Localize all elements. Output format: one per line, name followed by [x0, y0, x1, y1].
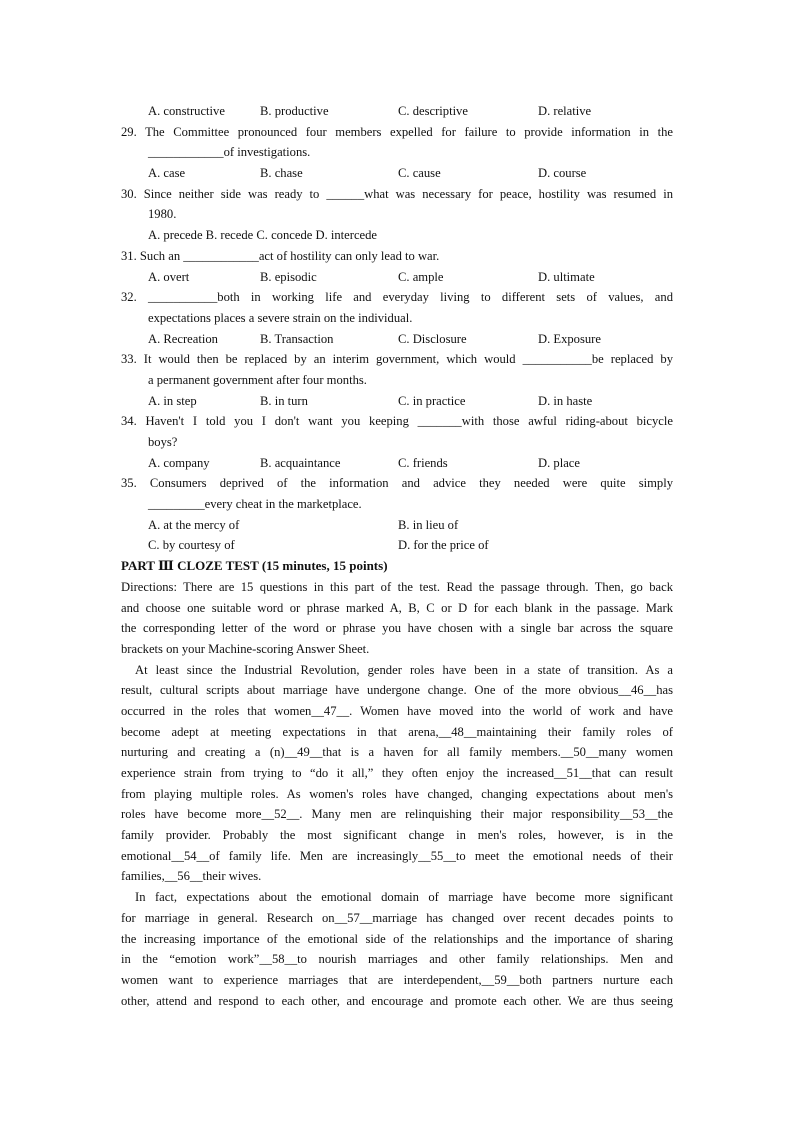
part3-heading: PART Ⅲ CLOZE TEST (15 minutes, 15 points) — [121, 558, 388, 574]
question-31-option-b: B. episodic — [260, 269, 317, 284]
passage-para2-line-6: other, attend and respond to each other, and encourage and promote each other. We are thus seeing — [121, 993, 673, 1008]
question-33-option-d: D. in haste — [538, 393, 593, 408]
question-31-option-d: D. ultimate — [538, 269, 595, 284]
question-30-options-row: A. precede B. recede C. concede D. intercede — [148, 228, 378, 243]
question-28-option-d: D. relative — [538, 104, 592, 118]
test-paper-page — [121, 101, 673, 1011]
question-35-options-row-1 — [121, 515, 673, 536]
question-35-line-1: 35. Consumers deprived of the information and advice they needed were quite simply — [121, 476, 673, 491]
question-32-option-b: B. Transaction — [260, 331, 334, 346]
question-28-option-b: B. productive — [260, 104, 329, 118]
question-34-options-row — [121, 453, 673, 474]
question-32-line-2: expectations places a severe strain on the individual. — [148, 310, 413, 325]
passage-para2-line-5: women want to experience marriages that are interdependent,__59__both partners nurture each — [121, 972, 673, 987]
question-33-line-1: 33. It would then be replaced by an interim government, which would ___________be replaced by — [121, 352, 673, 367]
passage-para2-line-3: the increasing importance of the emotional side of the relationships and the importance of sharing — [121, 931, 673, 946]
directions-line-1: Directions: There are 15 questions in this part of the test. Read the passage through. Then, go back — [121, 579, 673, 594]
question-34-option-a: A. company — [148, 455, 210, 470]
question-34-option-d: D. place — [538, 455, 580, 470]
question-35-option-d: D. for the price of — [398, 538, 489, 553]
question-33-line-2: a permanent government after four months. — [148, 372, 367, 387]
question-29-line-2: ____________of investigations. — [148, 145, 311, 160]
passage-para1-line-6: experience strain from trying to “do it all,” they often enjoy the increased__51__that can result — [121, 766, 673, 780]
question-32-options-row — [121, 329, 673, 350]
question-34-line-1: 34. Haven't I told you I don't want you keeping _______with those awful riding-about bicycle — [121, 414, 673, 429]
question-28-option-c: C. descriptive — [398, 104, 468, 118]
directions-line-2: and choose one suitable word or phrase marked A, B, C or D for each blank in the passage. Mark — [121, 600, 673, 615]
question-29-option-c: C. cause — [398, 166, 441, 181]
passage-para1-line-5: nurturing and creating a (n)__49__that is a haven for all family members.__50__many women — [121, 745, 673, 760]
question-33-option-a: A. in step — [148, 393, 197, 408]
question-35-line-2: _________every cheat in the marketplace. — [148, 497, 362, 512]
question-35-option-c: C. by courtesy of — [148, 538, 235, 553]
question-31-options-row — [121, 267, 673, 288]
passage-para1-line-8: roles have become more__52__. Many men are relinquishing their major responsibility__53__the — [121, 807, 673, 822]
passage-para2-line-4: in the “emotion work”__58__to nourish marriages and other family relationships. Men and — [121, 952, 673, 967]
directions-line-3: the corresponding letter of the word or phrase you have chosen with a single bar across the square — [121, 621, 673, 636]
question-28-options-row — [121, 101, 673, 122]
question-29-line-1: 29. The Committee pronounced four members expelled for failure to provide information in the — [121, 124, 673, 139]
question-34-option-c: C. friends — [398, 455, 448, 470]
question-32-option-a: A. Recreation — [148, 331, 218, 346]
question-32-option-c: C. Disclosure — [398, 331, 467, 346]
question-32-option-d: D. Exposure — [538, 331, 601, 346]
question-30-line-1: 30. Since neither side was ready to ______what was necessary for peace, hostility was resumed in — [121, 186, 673, 201]
passage-para1-line-9: family provider. Probably the most significant change in men's roles, however, is in the — [121, 828, 673, 843]
passage-para1-line-2: result, cultural scripts about marriage have undergone change. One of the more obvious__46__has — [121, 683, 673, 698]
passage-para1-line-4: become adept at meeting expectations in that arena,__48__maintaining their family roles of — [121, 724, 673, 739]
question-35-option-b: B. in lieu of — [398, 517, 459, 532]
question-35-options-row-2 — [121, 535, 673, 556]
question-29-option-a: A. case — [148, 166, 186, 181]
question-32-line-1: 32. ___________both in working life and everyday living to different sets of values, and — [121, 290, 673, 305]
directions-line-4: brackets on your Machine-scoring Answer Sheet. — [121, 641, 370, 656]
question-31-option-c: C. ample — [398, 269, 444, 284]
passage-para2-line-1: In fact, expectations about the emotional domain of marriage have become more significant — [135, 890, 673, 905]
passage-para1-line-11: families,__56__their wives. — [121, 869, 262, 884]
question-30-line-2: 1980. — [148, 207, 177, 222]
question-34-line-2: boys? — [148, 435, 178, 449]
passage-para2-line-2: for marriage in general. Research on__57__marriage has changed over recent decades points to — [121, 910, 673, 925]
question-29-options-row — [121, 163, 673, 184]
question-31-line-1: 31. Such an ____________act of hostility can only lead to war. — [121, 248, 440, 263]
question-35-option-a: A. at the mercy of — [148, 517, 240, 532]
question-34-option-b: B. acquaintance — [260, 455, 341, 470]
question-33-option-c: C. in practice — [398, 393, 466, 408]
question-33-options-row — [121, 391, 673, 412]
question-29-option-d: D. course — [538, 166, 587, 181]
question-29-option-b: B. chase — [260, 166, 303, 181]
question-33-option-b: B. in turn — [260, 393, 308, 408]
passage-para1-line-10: emotional__54__of family life. Men are increasingly__55__to meet the emotional needs of their — [121, 848, 673, 863]
question-31-option-a: A. overt — [148, 269, 190, 284]
question-28-option-a: A. constructive — [148, 104, 225, 118]
passage-para1-line-3: occurred in the roles that women__47__. Women have moved into the world of work and have — [121, 703, 673, 718]
passage-para1-line-1: At least since the Industrial Revolution, gender roles have been in a state of transition. As a — [135, 662, 673, 677]
passage-para1-line-7: from playing multiple roles. As women's roles have changed, changing expectations about men's — [121, 786, 673, 801]
